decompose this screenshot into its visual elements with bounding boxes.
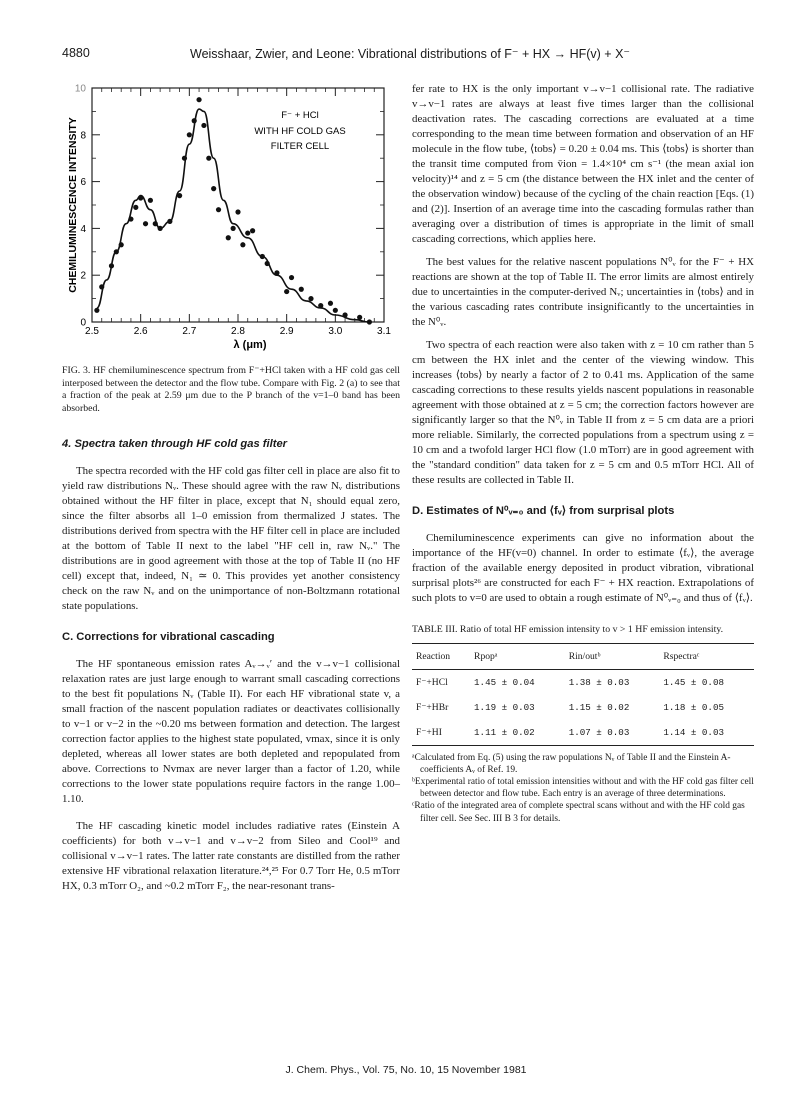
journal-footer: J. Chem. Phys., Vol. 75, No. 10, 15 November 1981 — [285, 1064, 527, 1076]
y-tick-label: 0 — [80, 317, 86, 329]
x-tick-label: 3.1 — [377, 326, 391, 337]
data-point — [231, 226, 236, 231]
data-point — [245, 230, 250, 235]
table-3-footnotes — [412, 752, 754, 825]
table-cell: 1.07 ± 0.03 — [568, 726, 630, 738]
data-point — [133, 205, 138, 210]
data-point — [289, 275, 294, 280]
data-point — [240, 242, 245, 247]
paragraph: The HF spontaneous emission rates Aᵥ→ᵥ′ and the v→v−1 collisional relaxation rates are just large enough to warrant small cascading corrections to the best fit populations Nᵥ (Table II). For each HF vibrational state v, a small fraction of the nascent population radiates or deactivates collisionally to v−1 or v−2 in the ~0.20 ms between formation and detection. The largest correction factor applies to the highest state populated, vmax, since it is only depleted, whereas all lower states are both depleted and repopulated from above. Corrections to Nvmax are never larger than a factor of 1.20, while corrections to the lower state populations require factors in the range 1.00–1.10. — [62, 658, 400, 806]
data-point — [187, 132, 192, 137]
x-tick-label: 2.9 — [279, 326, 294, 337]
x-axis-label: λ (μm) — [233, 339, 267, 351]
table-row — [412, 669, 754, 695]
data-point — [211, 186, 216, 191]
data-point — [318, 303, 323, 308]
footnote-c: ᶜRatio of the integrated area of complete spectral scans without and with the HF cold gas filter cell. See Sec. III B 3 for details. — [412, 801, 745, 824]
data-point — [226, 235, 231, 240]
table-header-cell: Rspectraᶜ — [663, 650, 700, 662]
paragraph: The best values for the relative nascent populations N⁰ᵥ for the F⁻ + HX reactions are shown at the top of Table II. The error limits are almost entirely due to uncertainties in the computer-derived Nᵥ; uncertainties in ⟨tobs⟩ and in the various cascading rates contribute insignificantly to the uncertainties in the N⁰ᵥ. — [412, 256, 754, 328]
table-cell: F⁻+HI — [416, 726, 442, 738]
paragraph: The spectra recorded with the HF cold gas filter cell in place are also fit to yield raw distributions Nᵥ. These should agree with the raw Nᵥ distributions obtained without the HF filter in place, except that N₁ should equal zero, since the filter absorbs all 1–0 emission from thermalized J states. The distributions derived from spectra with the HF filter cell in place are included at the bottom of Table II next to the label "HF cell in, raw Nᵥ." The distributions are in good agreement with those at the top of Table II (no HF cell) except that, indeed, N₁ ≃ 0. This provides yet another consistency check on the raw Nᵥ and on the unimportance of non-Boltzmann rotational state populations. — [62, 465, 400, 613]
table-3-grid — [412, 643, 754, 746]
figure-inset-line-3: FILTER CELL — [270, 141, 330, 152]
table-header-cell: Rpopᵃ — [474, 650, 498, 662]
data-point — [192, 118, 197, 123]
data-point — [94, 308, 99, 313]
running-head-title: Weisshaar, Zwier, and Leone: Vibrational distributions of F⁻ + HX → HF(v) + X⁻ — [190, 47, 631, 61]
data-point — [250, 228, 255, 233]
data-point — [206, 156, 211, 161]
y-tick-label: 2 — [80, 270, 86, 282]
paragraph: Chemiluminescence experiments can give no information about the importance of the HF(v=0) channel. In order to estimate ⟨fᵥ⟩, the average fraction of the available energy deposited in product vibration, vibrational surprisal plots²⁶ are constructed for each F⁻ + HX reaction. Extrapolations of such plots to v=0 are used to obtain a rough estimate of N⁰ᵥ₌₀ and thus of ⟨fᵥ⟩. — [412, 532, 754, 604]
y-tick-label: 8 — [80, 130, 86, 142]
data-point — [308, 296, 313, 301]
figure-3 — [62, 82, 400, 415]
page-number: 4880 — [62, 46, 90, 60]
data-point — [109, 263, 114, 268]
x-tick-label: 2.5 — [85, 326, 99, 337]
table-cell: F⁻+HCl — [416, 676, 448, 688]
data-point — [177, 193, 182, 198]
table-3 — [412, 624, 754, 825]
section-d-heading: D. Estimates of N⁰ᵥ₌₀ and ⟨fᵥ⟩ from surprisal plots — [412, 505, 675, 517]
figure-3-chart — [62, 82, 400, 354]
data-point — [216, 207, 221, 212]
footnote-a: ᵃCalculated from Eq. (5) using the raw populations Nᵥ of Table II and the Einstein A-coefficients Aᵥ of Ref. 19. — [412, 752, 731, 775]
figure-inset-line-2: WITH HF COLD GAS — [254, 126, 346, 137]
data-point — [153, 221, 158, 226]
data-point — [235, 209, 240, 214]
data-point — [143, 221, 148, 226]
data-point — [182, 156, 187, 161]
paragraph: fer rate to HX is the only important v→v−1 collisional rate. The radiative v→v−1 rates are always at least five times larger than the collisional deactivation rates. The cascading corrections are evaluated at a time corresponding to the mean time between formation and observation of an HF molecule in the flow tube, ⟨tobs⟩ = 0.20 ± 0.04 ms. This ⟨tobs⟩ is shorter than the transit time computed from v̄ion = 1.4×10⁴ cm s⁻¹ (the mean axial ion velocity)¹⁴ and z = 5 cm (the distance between the HX inlet and the center of the observation window) because of the cycling of the chain reaction [Eqs. (1) and (2)]. Insertion of an average time into the cascading formulas rather than averaging over a distribution of times is appropriate in the limit of small cascading corrections, which applies here. — [412, 83, 754, 245]
y-tick-label: 6 — [80, 177, 86, 189]
table-cell: 1.19 ± 0.03 — [474, 701, 535, 713]
data-point — [265, 261, 270, 266]
footnote-b: ᵇExperimental ratio of total emission intensities without and with the HF cold gas filter cell between detector and flow tube. Each entry is an average of three determinations. — [412, 777, 754, 800]
figure-inset-line-1: F⁻ + HCl — [281, 110, 319, 121]
table-cell: 1.45 ± 0.04 — [474, 676, 535, 688]
table-header-cell: Rin/outᵇ — [568, 650, 601, 662]
table-row — [412, 720, 754, 746]
x-tick-label: 2.7 — [182, 326, 197, 337]
paragraph: Two spectra of each reaction were also taken with z = 10 cm rather than 5 cm between the HX inlet and the center of the viewing window. This increases ⟨tobs⟩ by nearly a factor of 2 to 0.41 ms. Application of the same cascading corrections to these results yields nascent populations in reasonable agreement with those obtained at z = 5 cm; the correction factors however are significantly larger so that the N⁰ᵥ in Table II from z = 5 cm data are a priori more reliable. Similarly, the corrected populations from a spectrum using z = 10 cm and a twofold larger HCl flow (1.0 mTorr) are in good agreement with the "standard condition" data taken for z = 5 cm and 0.5 mTorr HCl. All of these results are collected in Table II. — [412, 339, 754, 486]
table-row — [412, 695, 754, 720]
figure-3-caption: FIG. 3. HF chemiluminescence spectrum from F⁻+HCl taken with a HF cold gas cell interposed between the detector and the flow tube. Compare with Fig. 2 (a) to see that a fraction of the peak at 2.59 μm due to the P branch of the v=1–0 band has been absorbed. — [62, 365, 400, 414]
data-point — [99, 284, 104, 289]
data-point — [138, 195, 143, 200]
left-column — [62, 82, 400, 902]
data-point — [342, 312, 347, 317]
data-point — [119, 242, 124, 247]
table-header-cell: Reaction — [416, 650, 451, 662]
table-cell: 1.45 ± 0.08 — [663, 676, 724, 688]
data-point — [367, 319, 372, 324]
data-point — [158, 226, 163, 231]
data-point — [274, 270, 279, 275]
data-point — [196, 97, 201, 102]
table-cell: 1.14 ± 0.03 — [663, 726, 724, 738]
section-4-heading: 4. Spectra taken through HF cold gas filter — [62, 438, 288, 451]
x-tick-label: 3.0 — [328, 326, 343, 337]
data-point — [167, 219, 172, 224]
axis-ticks — [75, 84, 392, 338]
section-c-heading: C. Corrections for vibrational cascading — [62, 631, 275, 644]
y-tick-label: 4 — [80, 223, 86, 235]
data-point — [128, 216, 133, 221]
data-point — [357, 315, 362, 320]
data-point — [284, 289, 289, 294]
table-cell: 1.11 ± 0.02 — [474, 726, 535, 738]
table-cell: 1.18 ± 0.05 — [663, 701, 724, 713]
y-tick-label: 10 — [74, 83, 86, 95]
data-point — [148, 198, 153, 203]
right-column — [412, 82, 754, 825]
paragraph: The HF cascading kinetic model includes radiative rates (Einstein A coefficients) for both v→v−1 and v→v−2 from Sileo and Cool¹⁹ and collisional v→v−1 rates. The latter rate constants are distilled from the rather extensive HF vibrational relaxation literature.²⁴,²⁵ For 0.7 Torr He, 0.5 mTorr HX, 0.3 mTorr O₂, and ~0.2 mTorr F₂, the near-resonant trans- — [62, 820, 400, 893]
x-tick-label: 2.6 — [133, 326, 148, 337]
y-axis-label: CHEMILUMINESCENCE INTENSITY — [67, 117, 79, 293]
table-cell: 1.15 ± 0.02 — [568, 701, 630, 713]
data-point — [260, 254, 265, 259]
table-header-row — [412, 643, 754, 669]
data-point — [328, 301, 333, 306]
data-point — [299, 287, 304, 292]
data-point — [333, 308, 338, 313]
table-cell: 1.38 ± 0.03 — [568, 676, 630, 688]
x-tick-label: 2.8 — [231, 326, 245, 337]
table-3-caption: TABLE III. Ratio of total HF emission intensity to v > 1 HF emission intensity. — [412, 624, 724, 635]
data-point — [201, 123, 206, 128]
data-point — [114, 249, 119, 254]
table-cell: F⁻+HBr — [416, 701, 449, 713]
running-header — [62, 46, 756, 64]
